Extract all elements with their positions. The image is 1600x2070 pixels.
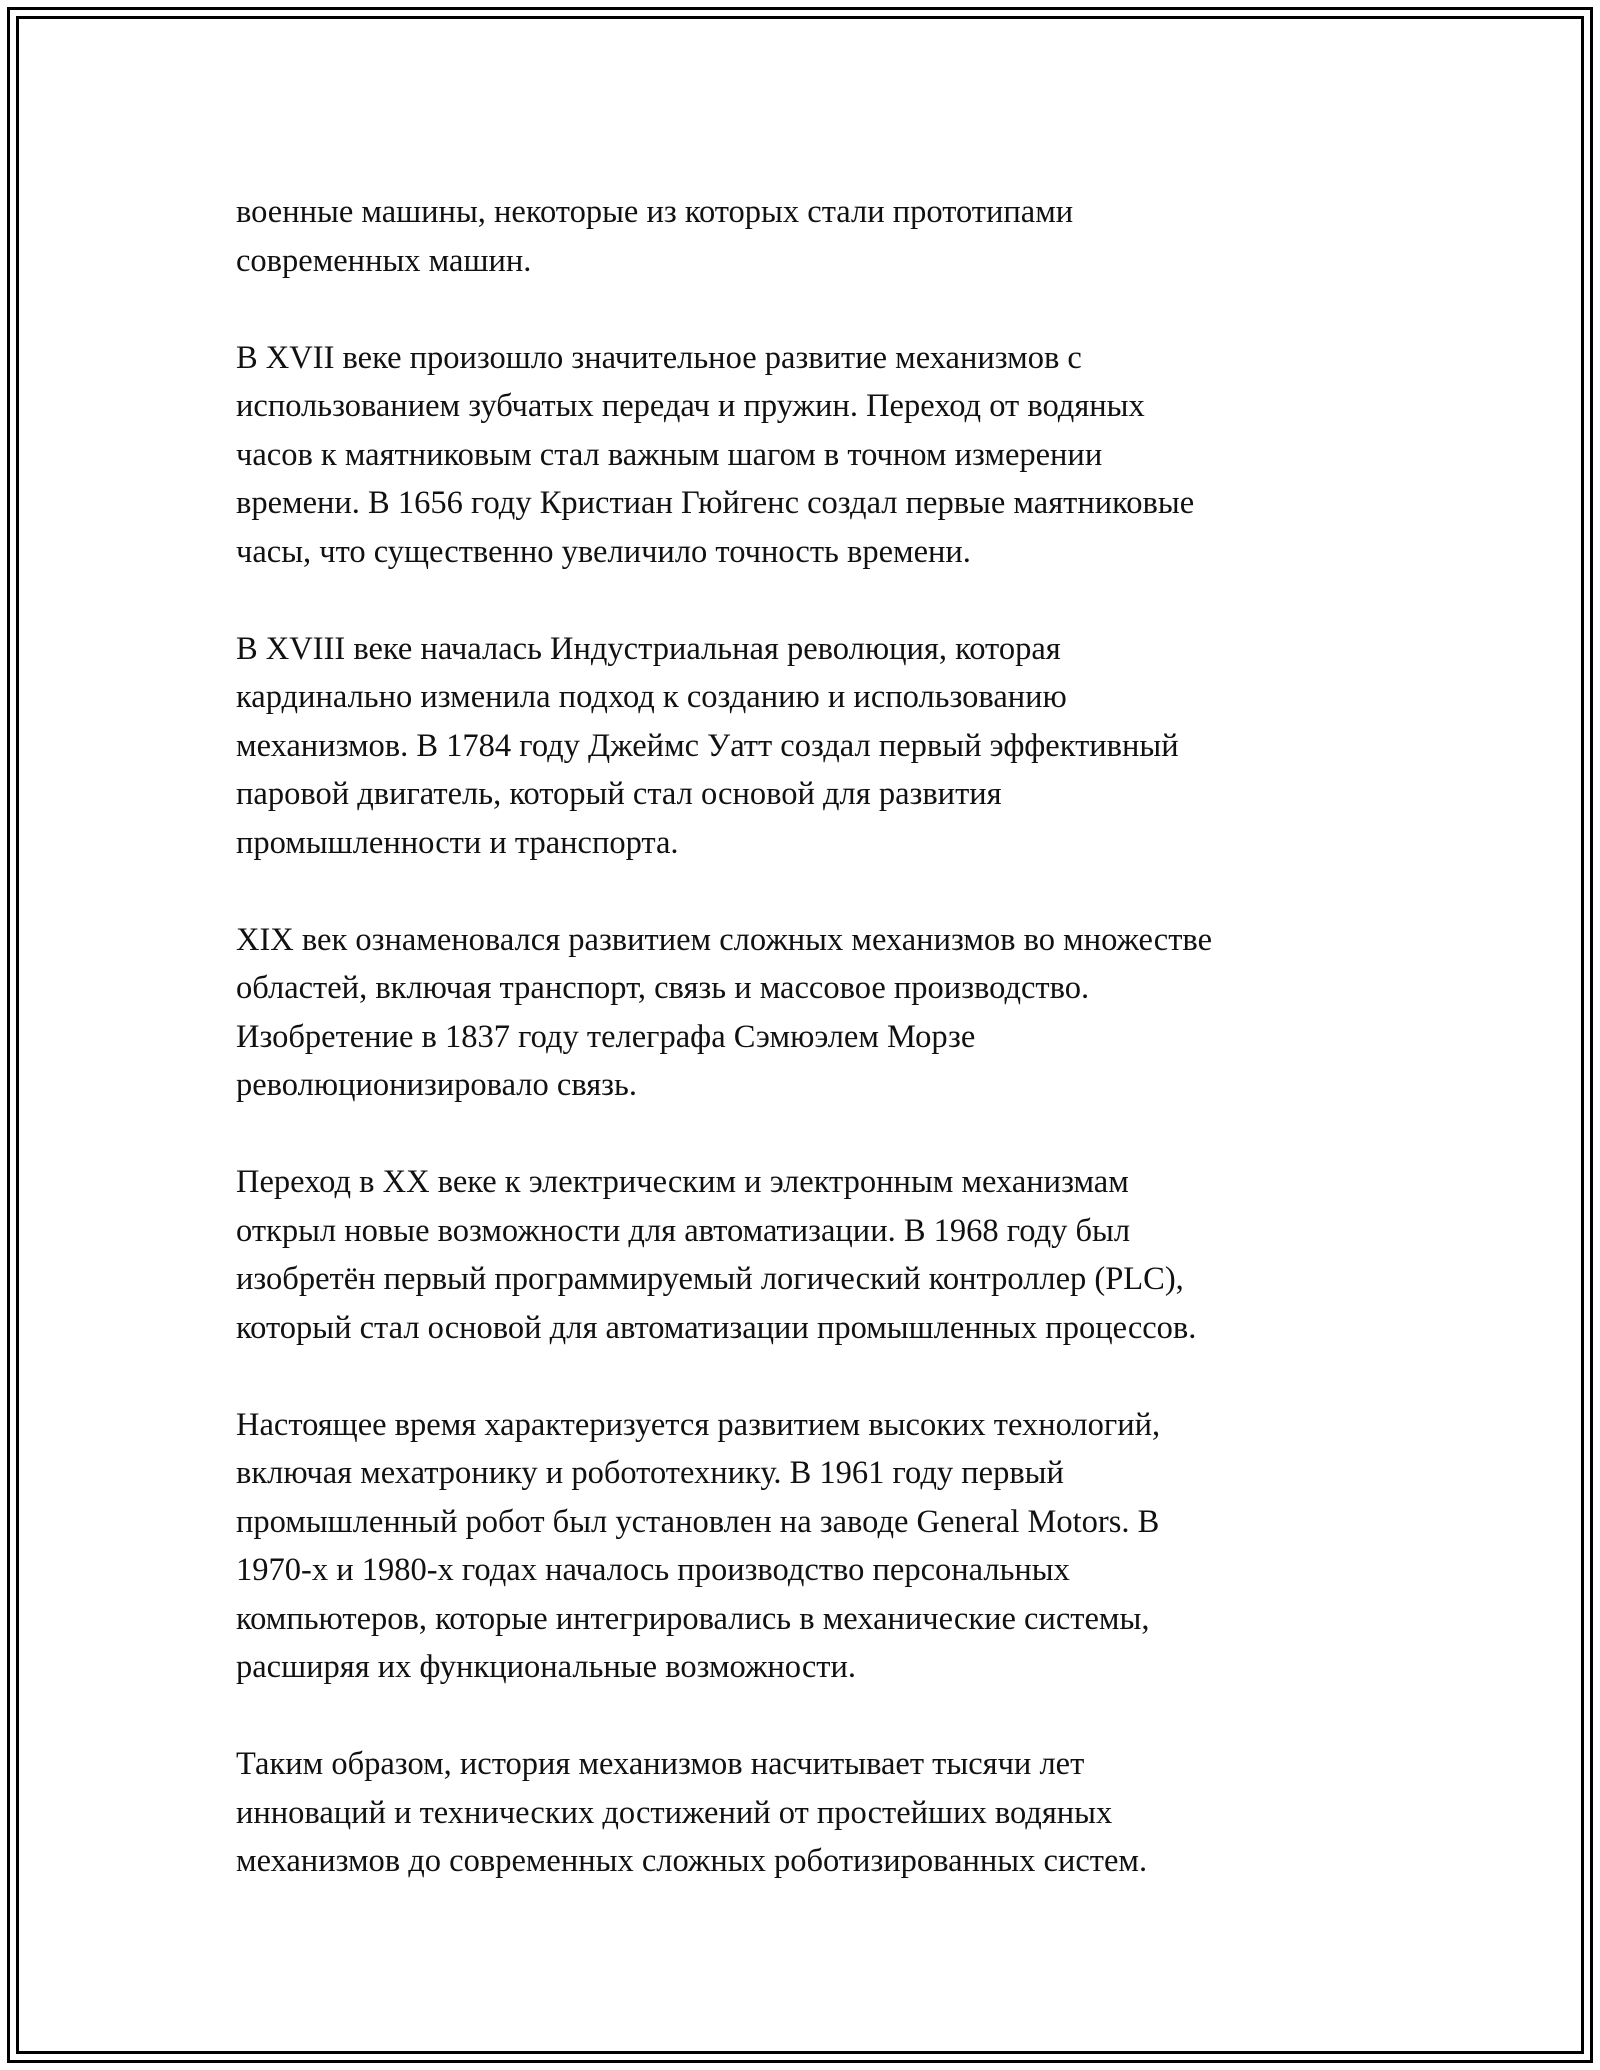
- paragraph-17th-century: В XVII веке произошло значительное развитие механизмов с использованием зубчатых передач и пружин. Переход от водяных часов к маятниковым стал важным шагом в точном измерении времени. В 1656 году Кристиан Гюйгенс создал первые маятниковые часы, что существенно увеличило точность времени.: [236, 339, 1195, 570]
- paragraph-military-machines: военные машины, некоторые из которых стали прототипами современных машин.: [236, 194, 1074, 279]
- paragraph-20th-century: Переход в XX веке к электрическим и электронным механизмам открыл новые возможности для автоматизации. В 1968 году был изобретён первый программируемый логический контроллер (PLC), который стал основой для автоматизации промышленных процессов.: [236, 1164, 1197, 1346]
- paragraph-19th-century: XIX век ознаменовался развитием сложных механизмов во множестве областей, включая транспорт, связь и массовое производство. Изобретение в 1837 году телеграфа Сэмюэлем Морзе революционизировало связь.: [236, 921, 1212, 1103]
- paragraph-18th-century: В XVIII веке началась Индустриальная революция, которая кардинально изменила подход к созданию и использованию механизмов. В 1784 году Джеймс Уатт создал первый эффективный паровой двигатель, который стал основой для развития промышленности и транспорта.: [236, 630, 1179, 861]
- document-body: [236, 188, 1386, 1934]
- paragraph-conclusion: Таким образом, история механизмов насчитывает тысячи лет инноваций и технических достижений от простейших водяных механизмов до современных сложных роботизированных систем.: [236, 1746, 1148, 1879]
- paragraph-present-time: Настоящее время характеризуется развитием высоких технологий, включая мехатронику и робототехнику. В 1961 году первый промышленный робот был установлен на заводе General Motors. В 1970-х и 1980-х годах началось производство персональных компьютеров, которые интегрировались в механические системы, расширяя их функциональные возможности.: [236, 1406, 1161, 1685]
